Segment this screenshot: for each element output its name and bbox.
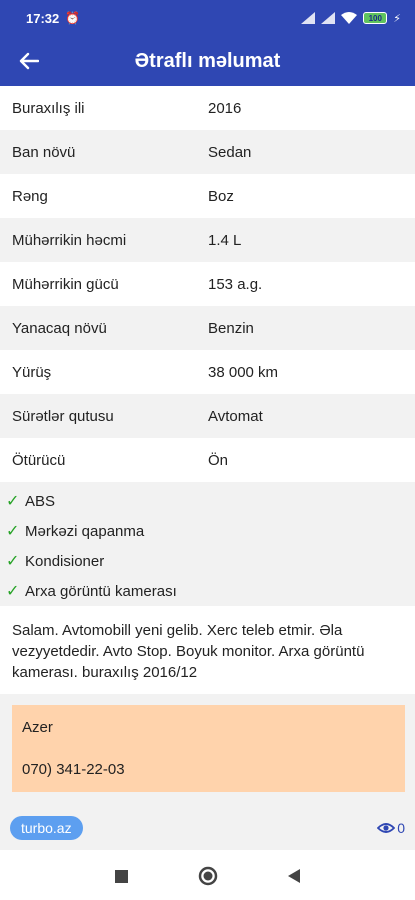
detail-value: Ön [208,451,229,469]
status-bar [0,0,415,36]
feature-label: Kondisioner [25,552,105,570]
recents-button[interactable] [110,865,132,887]
status-icons [301,12,401,25]
back-button[interactable] [12,44,46,78]
check-icon: ✓ [6,553,20,570]
detail-row [0,86,415,130]
square-icon [115,870,128,883]
detail-value: 153 a.g. [208,275,263,293]
detail-row [0,350,415,394]
feature-label: ABS [25,492,56,510]
source-chip[interactable]: turbo.az [10,816,83,840]
feature-item [0,516,415,546]
check-icon: ✓ [6,493,20,510]
detail-row [0,174,415,218]
feature-label: Arxa görüntü kamerası [25,582,177,600]
navigation-bar [0,850,415,900]
contact-phone[interactable]: 070) 341-22-03 [22,761,125,778]
triangle-left-icon [288,869,301,883]
features-list [0,486,415,606]
battery-icon: 100 [363,12,387,24]
feature-label: Mərkəzi qapanma [25,522,145,540]
detail-value: Benzin [208,319,254,337]
status-time: 17:32 [26,10,60,26]
circle-icon [198,866,218,886]
detail-value: 1.4 L [208,231,242,249]
detail-label: Yürüş [12,363,52,381]
detail-value: 38 000 km [208,363,279,381]
detail-label: Rəng [12,187,48,205]
detail-label: Sürətlər qutusu [12,407,114,425]
detail-label: Mühərrikin gücü [12,275,119,293]
home-button[interactable] [197,865,219,887]
check-icon: ✓ [6,523,20,540]
detail-row [0,262,415,306]
contact-card[interactable] [12,705,405,792]
views-counter [377,820,405,836]
alarm-icon: ⏰ [65,11,81,25]
back-nav-button[interactable] [283,865,305,887]
detail-value: Sedan [208,143,252,161]
signal-icon-2 [321,12,335,24]
detail-label: Yanacaq növü [12,319,107,337]
feature-item [0,486,415,516]
detail-row [0,218,415,262]
page-title: Ətraflı məlumat [134,49,281,72]
detail-row [0,438,415,482]
detail-label: Ban növü [12,143,76,161]
feature-item [0,576,415,606]
detail-row [0,394,415,438]
app-bar [0,36,415,86]
eye-icon [377,822,395,834]
signal-icon [301,12,315,24]
contact-name: Azer [22,719,53,736]
detail-value: Avtomat [208,407,263,425]
check-icon: ✓ [6,583,20,600]
detail-row [0,130,415,174]
listing-footer [0,806,415,850]
arrow-left-icon [19,52,39,70]
detail-label: Buraxılış ili [12,99,85,117]
description-text: Salam. Avtomobill yeni gelib. Xerc teleb etmir. Əla vezyyetdedir. Avto Stop. Boyuk monitor. Arxa görüntü kamerası. buraxılış 2016/12 [0,606,415,694]
detail-value: 2016 [208,99,242,117]
detail-row [0,306,415,350]
detail-label: Ötürücü [12,451,66,469]
views-count: 0 [397,820,405,836]
feature-item [0,546,415,576]
detail-label: Mühərrikin həcmi [12,231,127,249]
detail-value: Boz [208,187,234,205]
charging-icon: ⚡ [393,12,401,25]
wifi-icon [341,12,357,24]
details-list [0,86,415,482]
